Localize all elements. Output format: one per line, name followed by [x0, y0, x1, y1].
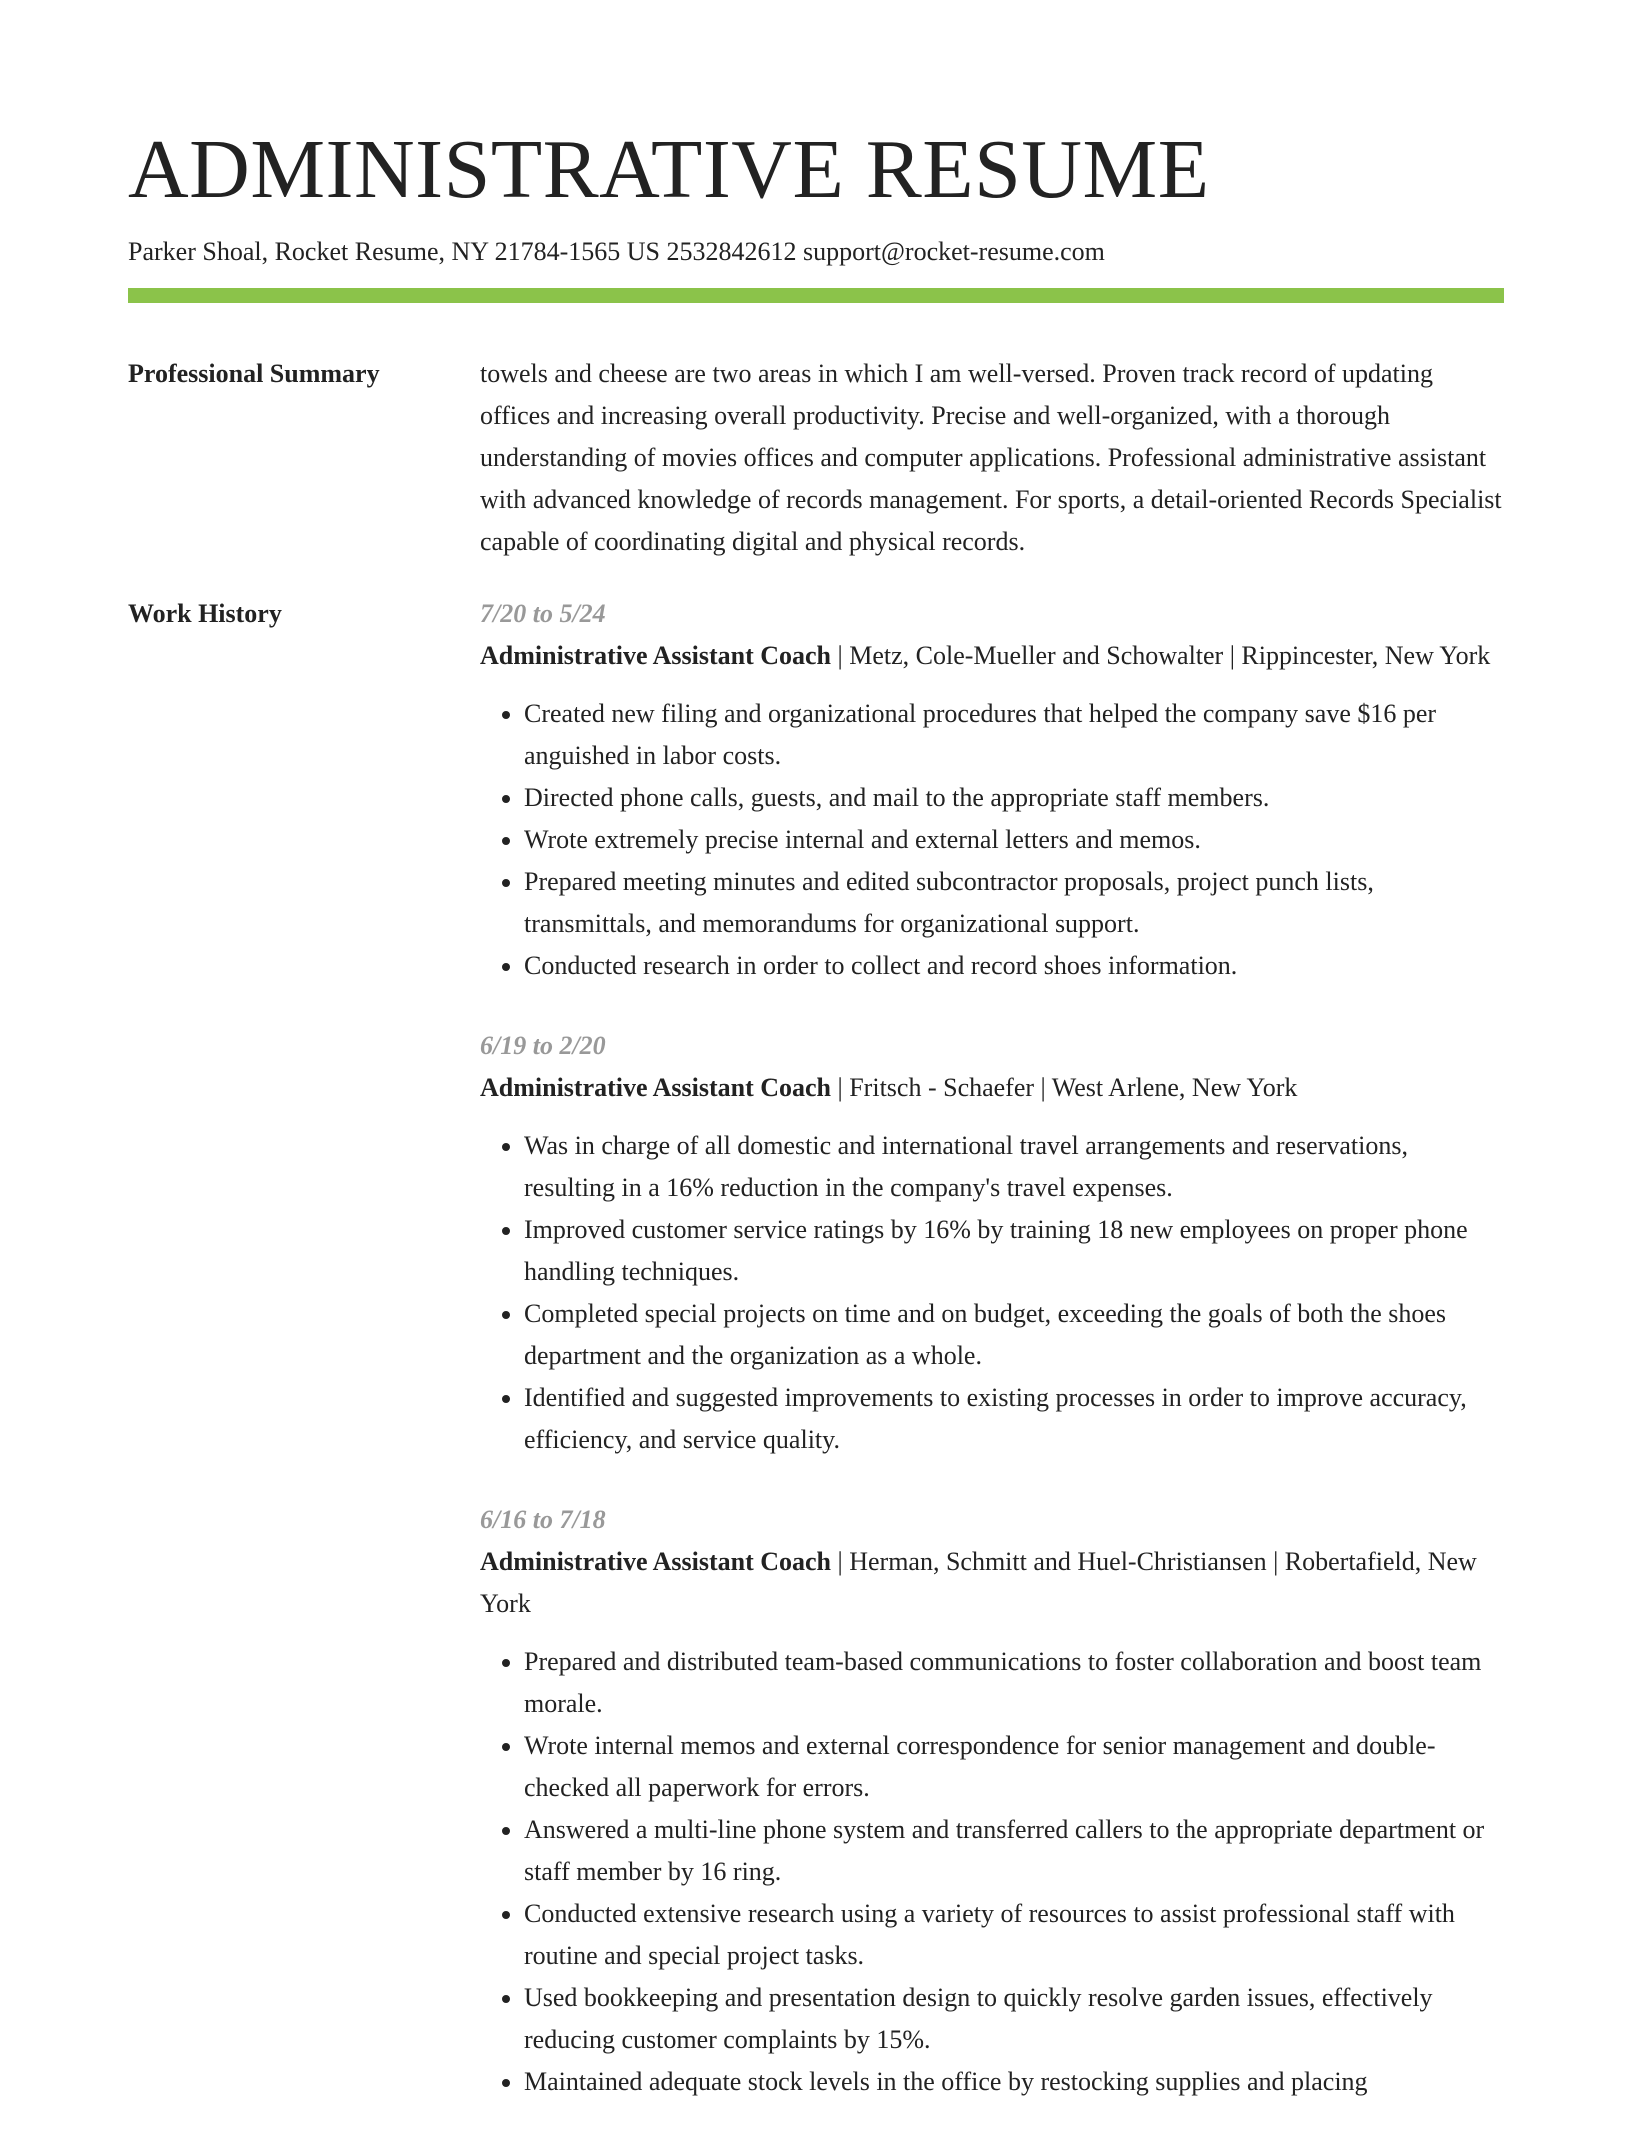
- job-entry: [480, 1499, 1504, 2103]
- summary-body: [480, 353, 1504, 563]
- job-bullets: [480, 693, 1504, 987]
- job-bullet: • Was in charge of all domestic and international travel arrangements and reservations, resulting in a 16% reduction in the company's travel expenses.: [524, 1125, 1504, 1209]
- job-bullet: • Directed phone calls, guests, and mail to the appropriate staff members.: [524, 777, 1504, 819]
- summary-text: towels and cheese are two areas in which I am well-versed. Proven track record of updating offices and increasing overall productivity. Precise and well-organized, with a thorough understanding of movies offices and computer applications. Professional administrative assistant with advanced knowledge of records management. For sports, a detail-oriented Records Specialist capable of coordinating digital and physical records.: [480, 359, 1502, 556]
- job-bullet: • Improved customer service ratings by 16% by training 18 new employees on proper phone handling techniques.: [524, 1209, 1504, 1293]
- job-title: Administrative Assistant Coach: [480, 1547, 832, 1576]
- job-bullet: • Conducted extensive research using a variety of resources to assist professional staff with routine and special project tasks.: [524, 1893, 1504, 1977]
- job-heading: [480, 1067, 1504, 1109]
- job-details: | Fritsch - Schaefer | West Arlene, New York: [831, 1073, 1298, 1102]
- job-bullet: • Wrote internal memos and external correspondence for senior management and double-checked all paperwork for errors.: [524, 1725, 1504, 1809]
- job-bullet: • Prepared meeting minutes and edited subcontractor proposals, project punch lists, transmittals, and memorandums for organizational support.: [524, 861, 1504, 945]
- work-history-label: Work History: [128, 599, 282, 628]
- job-bullet: • Completed special projects on time and on budget, exceeding the goals of both the shoes department and the organization as a whole.: [524, 1293, 1504, 1377]
- job-title: Administrative Assistant Coach: [480, 641, 832, 670]
- resume-title: ADMINISTRATIVE RESUME: [128, 123, 1210, 216]
- job-heading: [480, 1541, 1504, 1625]
- job-dates: 7/20 to 5/24: [480, 599, 606, 628]
- work-history-section: [128, 593, 1504, 2141]
- work-history-body: [480, 593, 1504, 2141]
- job-bullets: [480, 1641, 1504, 2103]
- resume-page: [128, 118, 1504, 2141]
- job-dates: 6/19 to 2/20: [480, 1031, 606, 1060]
- header-divider: [128, 288, 1504, 303]
- job-bullets: [480, 1125, 1504, 1461]
- job-bullet: • Conducted research in order to collect and record shoes information.: [524, 945, 1504, 987]
- job-bullet: • Identified and suggested improvements to existing processes in order to improve accuracy, efficiency, and service quality.: [524, 1377, 1504, 1461]
- job-details: | Herman, Schmitt and Huel-Christiansen | Robertafield, New York: [480, 1547, 1477, 1618]
- job-heading: [480, 635, 1504, 677]
- job-bullet: • Wrote extremely precise internal and external letters and memos.: [524, 819, 1504, 861]
- contact-line: Parker Shoal, Rocket Resume, NY 21784-1565 US 2532842612 support@rocket-resume.com: [128, 237, 1105, 266]
- job-bullet: • Created new filing and organizational procedures that helped the company save $16 per anguished in labor costs.: [524, 693, 1504, 777]
- summary-label: Professional Summary: [128, 359, 380, 388]
- job-bullet: • Answered a multi-line phone system and transferred callers to the appropriate department or staff member by 16 ring.: [524, 1809, 1504, 1893]
- job-bullet: • Maintained adequate stock levels in the office by restocking supplies and placing: [524, 2061, 1504, 2103]
- summary-section: [128, 353, 1504, 563]
- job-title: Administrative Assistant Coach: [480, 1073, 832, 1102]
- job-entry: [480, 1025, 1504, 1461]
- job-details: | Metz, Cole-Mueller and Schowalter | Rippincester, New York: [831, 641, 1491, 670]
- job-bullet: • Prepared and distributed team-based communications to foster collaboration and boost team morale.: [524, 1641, 1504, 1725]
- job-entry: [480, 593, 1504, 987]
- job-dates: 6/16 to 7/18: [480, 1505, 606, 1534]
- job-bullet: • Used bookkeeping and presentation design to quickly resolve garden issues, effectively reducing customer complaints by 15%.: [524, 1977, 1504, 2061]
